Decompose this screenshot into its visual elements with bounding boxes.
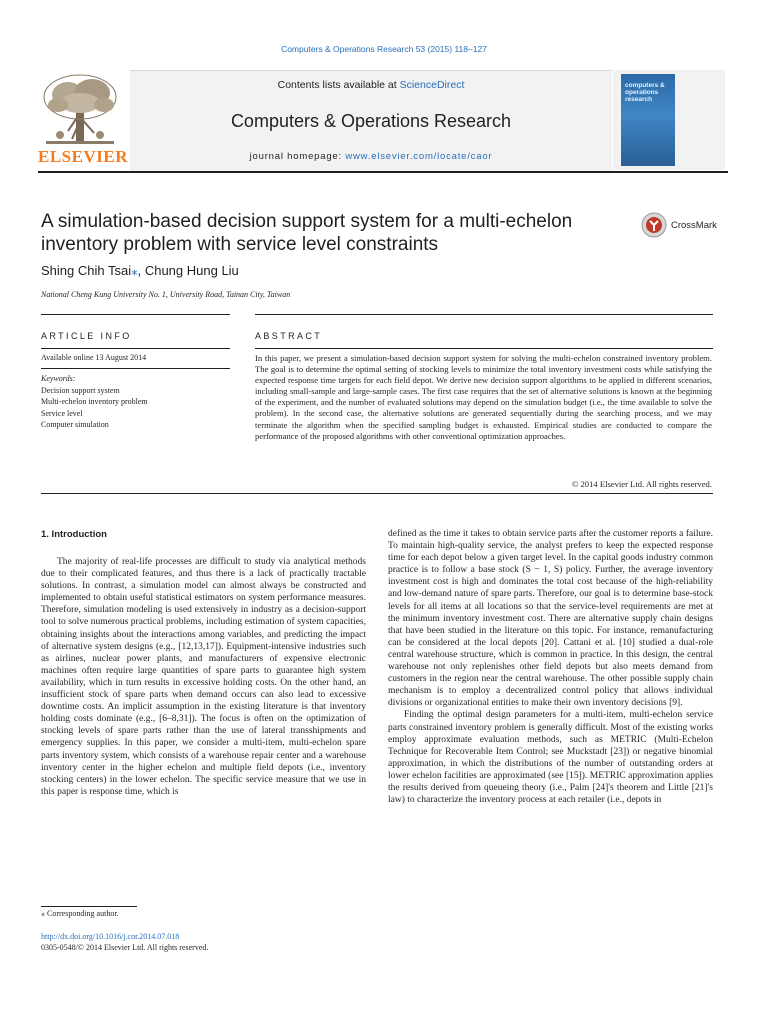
contents-prefix: Contents lists available at: [277, 79, 400, 91]
author-list: [41, 263, 239, 279]
body-paragraph: Finding the optimal design parameters for a multi-item, multi-echelon service parts constrained inventory problem is generally difficult. Most of the existing works employ approximate evaluation methods, such as METRIC (Multi-Echelon Technique for Recoverable Item Control; see Muckstadt [23]) or negative binomial approximation, in which the distributions of the number of outstanding orders at lower echelon facilities are approximated (see [15]). METRIC approximation applies the results derived from queueing theory (i.e., Palm [24]'s theorem and Little [21]'s law) to characterize the inventory process at each retailer (i.e., depots in: [388, 710, 713, 806]
available-online: Available online 13 August 2014: [41, 353, 147, 362]
keywords-title: Keywords:: [41, 374, 76, 383]
crossmark-label: CrossMark: [671, 220, 717, 231]
publisher-wordmark: ELSEVIER: [38, 147, 128, 166]
keyword-item: Decision support system: [41, 385, 120, 395]
keyword-item: Computer simulation: [41, 420, 109, 429]
contents-line: [130, 79, 612, 91]
header-divider: [38, 171, 728, 173]
author-separator: ,: [137, 263, 145, 278]
abstract-text: In this paper, we present a simulation-based decision support system for solving the multi-echelon constrained inventory problem. The goal is to determine the optimal setting of stocking levels to minimize the total inventory investment costs while satisfying the expected response time targets for each field depot. We derive new decision support algorithms to be applied in different scenarios, including small-sample and large-sample cases. The first case requires that the set of alternative solutions is known at the beginning of the experiment, and the number of evaluated solutions may depend on the simulation budget (i.e., the time available to solve the problem). In the second case, the alternative solutions are generated sequentially during the searching process, and we may terminate the algorithm when the specified sampling budget is exhausted. Empirical studies are conducted to compare the performance of the proposed algorithms with other conventional optimization approaches.: [255, 353, 712, 441]
homepage-line: [130, 151, 612, 162]
divider: [41, 348, 230, 349]
journal-reference[interactable]: Computers & Operations Research 53 (2015) 118–127: [281, 44, 487, 54]
article-title: A simulation-based decision support system for a multi-echelon inventory problem with service level constraints: [41, 211, 573, 255]
body-column-left: [41, 556, 366, 798]
divider: [255, 348, 713, 349]
journal-title: Computers & Operations Research: [230, 111, 512, 131]
divider: [41, 368, 230, 369]
author-name[interactable]: Chung Hung Liu: [144, 263, 239, 278]
cover-image: [621, 74, 675, 166]
affiliation: National Cheng Kung University No. 1, University Road, Tainan City, Taiwan: [41, 290, 291, 299]
tree-icon: [38, 73, 122, 147]
crossmark-icon: [641, 212, 667, 238]
section-heading: 1. Introduction: [41, 529, 107, 540]
body-paragraph: The majority of real-life processes are difficult to study via analytical methods due to their complicated features, and thus there is a lack of practically tractable solutions. In contrast, a simulation model can almost always be constructed and implemented to obtain useful statistical estimators on system performance measures. Therefore, simulation modeling is used extensively in industry as a decision-support tool to solve numerous practical problems, including estimation of system capacities, obtaining insights about the interactions among variables, and predicting the impact of alternative system designs (e.g., [12,13,17]). Equipment-intensive industries such as airlines, nuclear power plants, and manufacturers of expensive electronic machines often require large quantities of spare parts to guarantee high system availability, which in turn results in excessive holding costs. On the other hand, an insufficient stock of spare parts when demand occurs can also lead to excessive downtime costs. An implicit assumption in the existing literature is that inventory holding costs dominate (e.g., [6–8,31]). The focus is often on the optimization of stocking levels of spare parts rather than the use of lateral transshipments and emergency supplies. In this paper, we consider a multi-item, multi-echelon spare parts inventory system, which consists of a warehouse repair center and a warehouse inventory center in the higher echelon and multiple field depots (i.e., inventory stocking centers) in the lower echelon. The specific service measure that we use in this paper is response time, which is: [41, 557, 366, 797]
issn-line: 0305-0548/© 2014 Elsevier Ltd. All rights reserved.: [41, 943, 209, 952]
abstract-heading: ABSTRACT: [255, 331, 323, 341]
footnote: ⁎ Corresponding author.: [41, 909, 119, 918]
author-name[interactable]: Shing Chih Tsai: [41, 263, 132, 278]
journal-header: [130, 70, 612, 171]
keyword-item: Service level: [41, 408, 83, 418]
journal-cover: [613, 70, 725, 170]
divider: [41, 314, 230, 315]
body-paragraph: defined as the time it takes to obtain service parts after the customer reports a failure. To maintain high-quality service, the analyst prefers to keep the expected response time for each depot below a given target level. In the capital goods industry common practice is to follow a base stock (S − 1, S) policy. Further, the average inventory investment cost is high and dominates the total cost because of the high-reliability and low-demand nature of spare parts. Therefore, our goal is to determine base-stock levels for all items at all locations so that the service-level requirements are met at the minimum inventory investment cost. There are alternative supply chain designs that have been studied in the literature on this topic. For instance, remanufacturing can be considered at the local depots [20]. Cattani et al. [10] studied a dual-role central warehouse structure, which is common in practice. In this design, the central warehouse not only replenishes other field depots but also meets demand from customers in the region near the central warehouse. The other possible supply chain mechanism is to employ a decentralized control policy that allows individual divisions or organizational entities to make their own inventory decisions [9].: [388, 529, 713, 709]
footnote-divider: [41, 906, 137, 907]
keyword-item: Multi-echelon inventory problem: [41, 397, 148, 406]
divider: [255, 314, 713, 315]
abstract-copyright: © 2014 Elsevier Ltd. All rights reserved.: [571, 479, 712, 489]
doi-link[interactable]: http://dx.doi.org/10.1016/j.cor.2014.07.018: [41, 932, 180, 941]
divider: [41, 493, 713, 494]
body-column-right: [388, 528, 713, 806]
elsevier-logo: [38, 73, 128, 168]
crossmark-badge[interactable]: [641, 212, 731, 240]
sciencedirect-link[interactable]: ScienceDirect: [399, 79, 465, 91]
corresponding-author-mark[interactable]: ⁎: [131, 263, 138, 278]
cover-title: computers & operations research: [625, 82, 665, 103]
homepage-prefix: journal homepage:: [249, 151, 346, 162]
article-info-heading: ARTICLE INFO: [41, 331, 132, 341]
keywords: [41, 373, 148, 431]
homepage-link[interactable]: www.elsevier.com/locate/caor: [345, 151, 493, 162]
